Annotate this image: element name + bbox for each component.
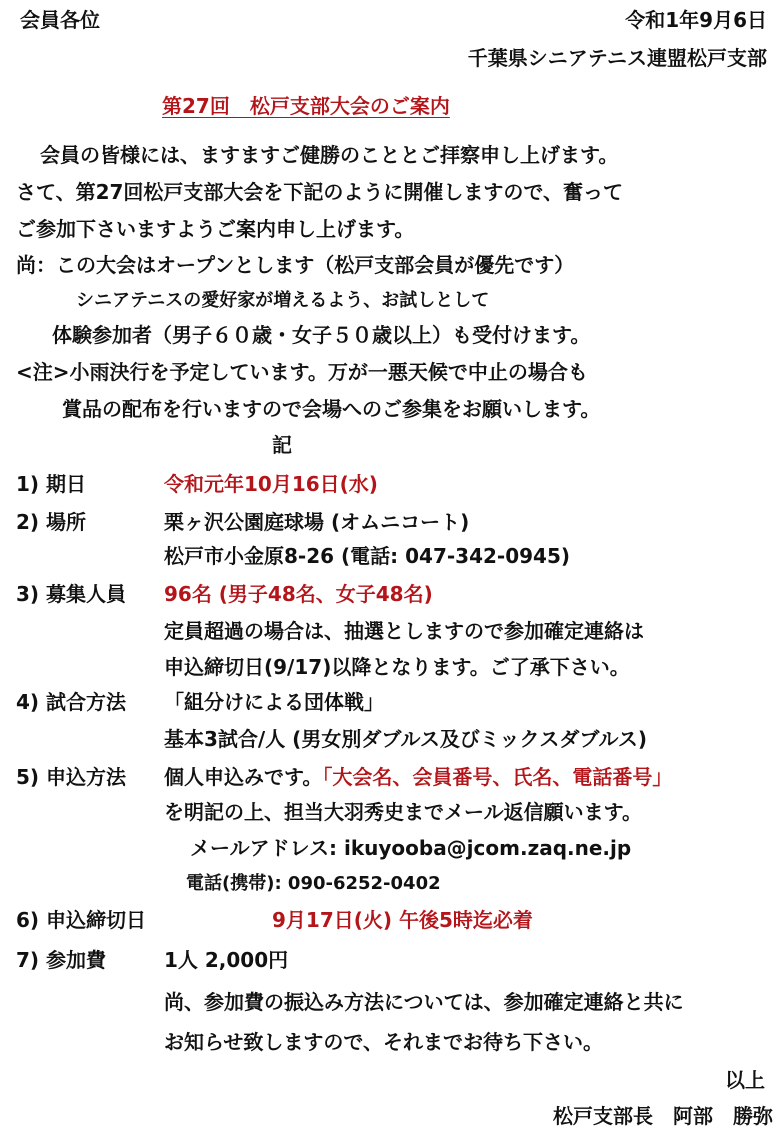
item-fee-note-1: 尚、参加費の振込み方法については、参加確定連絡と共に: [164, 990, 684, 1014]
ki-heading: 記: [272, 433, 292, 457]
body-line-3: ご参加下さいますようご案内申し上げます。: [16, 217, 415, 241]
item-apply-value-required: 「大会名、会員番号、氏名、電話番号」: [322, 765, 673, 789]
body-line-5: シニアテニスの愛好家が増えるよう、お試しとして: [76, 290, 490, 311]
item-fee-value: 1人 2,000円: [164, 948, 289, 972]
body-line-7: <注>小雨決行を予定しています。万が一悪天候で中止の場合も: [16, 360, 588, 384]
item-fee-note-2: お知らせ致しますので、それまでお待ち下さい。: [164, 1030, 603, 1054]
page-title: 第27回 松戸支部大会のご案内: [162, 94, 450, 118]
item-recruit-note-2: 申込締切日(9/17)以降となります。ご了承下さい。: [164, 655, 630, 679]
item-deadline-label: 6) 申込締切日: [16, 908, 147, 932]
signature: 松戸支部長 阿部 勝弥: [553, 1104, 773, 1128]
item-format-label: 4) 試合方法: [16, 690, 127, 714]
closing: 以上: [725, 1068, 765, 1092]
item-recruit-note-1: 定員超過の場合は、抽選としますので参加確定連絡は: [164, 619, 644, 643]
body-line-4: 尚：この大会はオープンとします（松戸支部会員が優先です）: [16, 253, 575, 277]
body-line-6: 体験参加者（男子６０歳・女子５０歳以上）も受付けます。: [52, 323, 591, 347]
item-place-address: 松戸市小金原8-26 (電話: 047-342-0945): [164, 544, 571, 568]
recipient: 会員各位: [20, 8, 100, 32]
item-apply-note: を明記の上、担当大羽秀史までメール返信願います。: [164, 800, 642, 824]
item-apply-value: [164, 765, 672, 789]
sender: 千葉県シニアテニス連盟松戸支部: [467, 46, 767, 70]
item-date-value: 令和元年10月16日(水): [164, 472, 378, 496]
item-format-note: 基本3試合/人 (男女別ダブルス及びミックスダブルス): [164, 727, 648, 751]
body-line-8: 賞品の配布を行いますので会場へのご参集をお願いします。: [62, 397, 601, 421]
item-apply-value-pre: 個人申込みです。: [164, 765, 323, 789]
item-apply-email: メールアドレス: ikuyooba@jcom.zaq.ne.jp: [190, 836, 632, 860]
date: 令和1年9月6日: [625, 8, 767, 32]
item-deadline-value: 9月17日(火) 午後5時迄必着: [272, 908, 533, 932]
item-place-label: 2) 場所: [16, 510, 87, 534]
item-date-label: 1) 期日: [16, 472, 87, 496]
item-fee-label: 7) 参加費: [16, 948, 107, 972]
body-line-2: さて、第27回松戸支部大会を下記のように開催しますので、奮って: [16, 180, 624, 204]
item-format-value: 「組分けによる団体戦」: [164, 690, 384, 714]
item-place-value: 栗ヶ沢公園庭球場 (オムニコート): [164, 510, 470, 534]
item-recruit-value: 96名 (男子48名、女子48名): [164, 582, 433, 606]
item-apply-phone: 電話(携帯): 090-6252-0402: [186, 873, 441, 894]
item-recruit-label: 3) 募集人員: [16, 582, 127, 606]
item-apply-label: 5) 申込方法: [16, 765, 127, 789]
body-line-1: 会員の皆様には、ますますご健勝のこととご拝察申し上げます。: [40, 143, 619, 167]
